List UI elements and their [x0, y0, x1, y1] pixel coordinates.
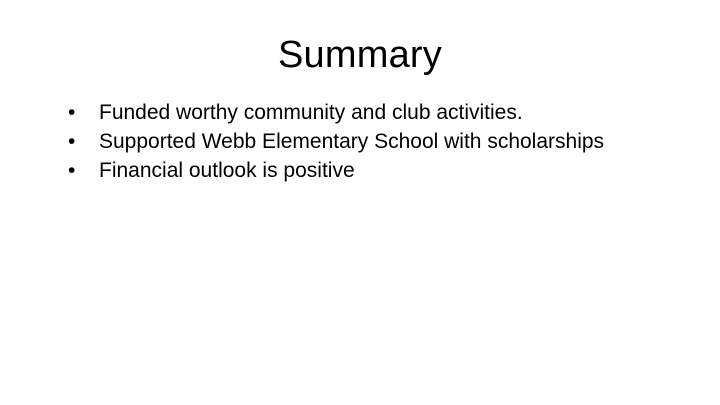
bullet-list	[68, 98, 688, 185]
slide-title: Summary	[278, 34, 442, 76]
bullet-icon: •	[68, 159, 76, 182]
bullet-item	[68, 127, 688, 156]
bullet-item	[68, 156, 688, 185]
bullet-icon: •	[68, 130, 76, 153]
bullet-text: Financial outlook is positive	[99, 159, 355, 182]
bullet-icon: •	[68, 101, 76, 124]
bullet-text: Funded worthy community and club activities.	[99, 101, 523, 124]
bullet-item	[68, 98, 688, 127]
bullet-text: Supported Webb Elementary School with scholarships	[99, 130, 605, 153]
